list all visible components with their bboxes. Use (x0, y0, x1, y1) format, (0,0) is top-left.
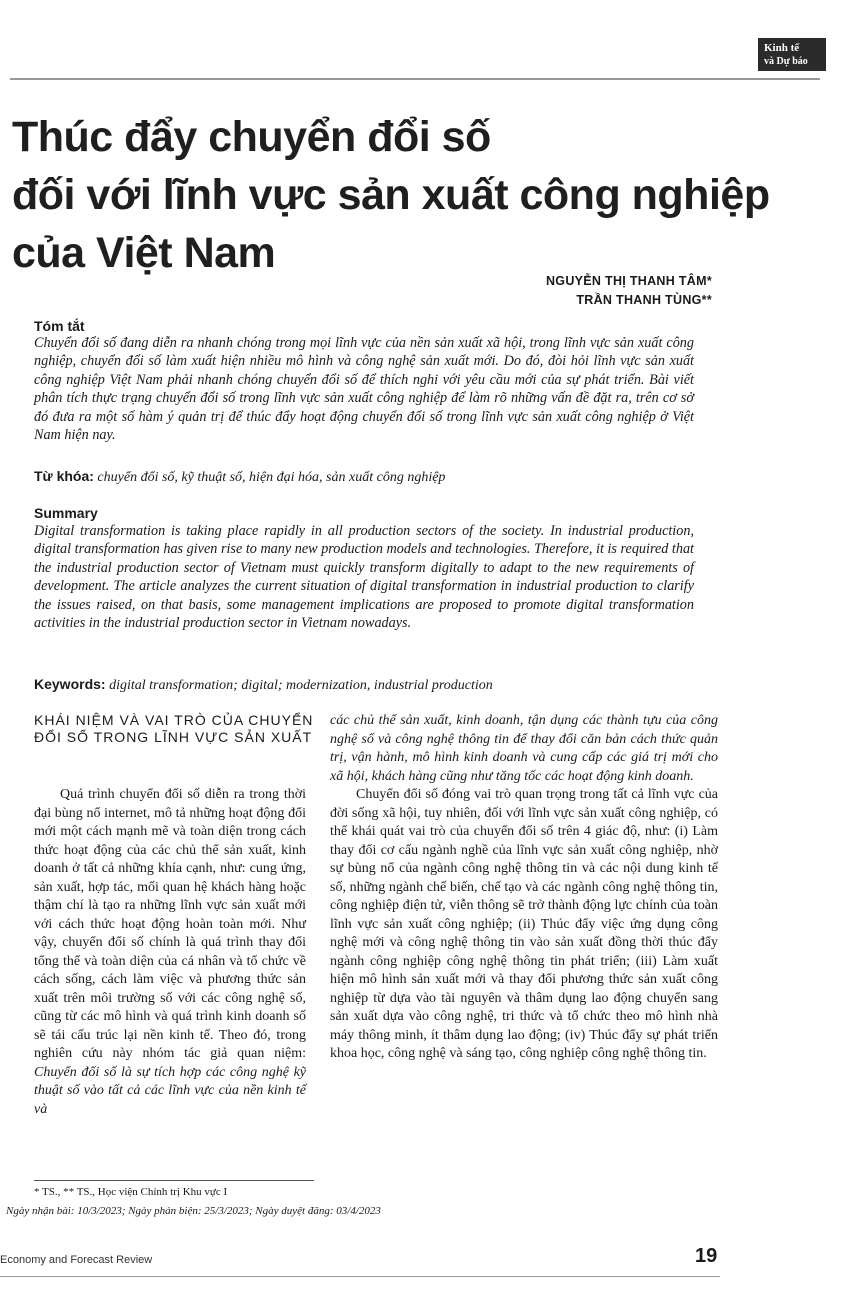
left-column (34, 786, 306, 1119)
title-line-3: của Việt Nam (12, 229, 276, 277)
keywords-en-label: Keywords: (34, 676, 106, 692)
author-1: NGUYỄN THỊ THANH TÂM* (545, 274, 712, 288)
title-line-1: Thúc đẩy chuyển đổi số (12, 113, 491, 161)
journal-name: Economy and Forecast Review (0, 1254, 153, 1266)
keywords-en (34, 676, 493, 694)
keywords-vi (34, 468, 445, 486)
abstract-vi-heading: Tóm tắt (34, 318, 85, 334)
keywords-vi-values: chuyển đổi số, kỹ thuật số, hiện đại hóa, sản xuất công nghiệp (97, 470, 446, 485)
footnote-affiliation: * TS., ** TS., Học viện Chính trị Khu vực I (34, 1186, 228, 1198)
badge-line-1: Kinh tế (764, 42, 800, 54)
title-line-2: đối với lĩnh vực sản xuất công nghiệp (12, 171, 770, 219)
footnote-rule (34, 1180, 314, 1181)
keywords-vi-label: Từ khóa: (34, 468, 94, 484)
badge-line-2: và Dự báo (764, 56, 808, 67)
author-2: TRẦN THANH TÙNG** (576, 293, 712, 307)
header-rule (10, 78, 820, 80)
page-number: 19 (695, 1245, 718, 1267)
abstract-en-heading: Summary (34, 505, 98, 521)
right-column (330, 712, 718, 1064)
right-paragraph-2: Chuyển đổi số đóng vai trò quan trọng trong tất cả lĩnh vực của đời sống xã hội, tuy nhiên, đối với lĩnh vực sản xuất công nghiệp, có thể khái quát vai trò của chuyển đổi số trên 4 giác độ, như: (i) Làm thay đổi cơ cấu ngành nghề của lĩnh vực sản xuất công nghiệp, nhờ sự bùng nổ của ngành công nghệ thông tin và các nội dung kinh tế số, những ngành chế biến, chế tạo và các ngành công nghệ thông tin, công nghiệp điện tử, viễn thông sẽ trở thành động lực chính của toàn lĩnh vực sản xuất công nghiệp; (ii) Thúc đẩy việc ứng dụng công nghệ mới và công nghệ thông tin vào sản xuất đồng thời thúc đẩy ngành công nghiệp công nghệ thông tin phát triển; (iii) Làm xuất hiện mô hình sản xuất mới và thay đổi phương thức sản xuất công nghiệp từ dựa vào tài nguyên và thâm dụng lao động chuyển sang sản xuất dựa vào công nghệ, tri thức và tổ chức theo mô hình nhà máy thông minh, ít thâm dụng lao động; (iv) Thúc đẩy sự phát triển khoa học, công nghệ và sáng tạo, công nghiệp công nghệ thông tin. (330, 787, 718, 1061)
journal-badge (758, 38, 826, 71)
abstract-en-text: Digital transformation is taking place rapidly in all production sectors of the society. In industrial production, digital transformation has given rise to many new production models and technologies. Therefore, it is required that the industrial production sector of Vietnam must quickly transform digitally to adapt to the new requirements of development. The article analyzes the current situation of digital transformation in industrial production to clarify the issues raised, on that basis, some management implications are proposed to promote digital transformation activities in the industrial production sector in Vietnam nowadays. (34, 523, 694, 632)
right-paragraph-italic: các chủ thể sản xuất, kinh doanh, tận dụng các thành tựu của công nghệ số và công nghệ thông tin để thay đổi căn bản cách thức quản trị, vận hành, mô hình kinh doanh và cung cấp các giá trị mới cho xã hội, khách hàng cũng như tăng tốc các hoạt động kinh doanh. (330, 713, 718, 784)
left-paragraph (34, 786, 306, 1119)
section-heading: KHÁI NIỆM VÀ VAI TRÒ CỦA CHUYỂN ĐỔI SỐ TRONG LĨNH VỰC SẢN XUẤT (34, 712, 314, 745)
footer-rule (0, 1276, 720, 1277)
footnote-dates: Ngày nhận bài: 10/3/2023; Ngày phản biện: 25/3/2023; Ngày duyệt đăng: 03/4/2023 (6, 1205, 381, 1217)
article-title (12, 108, 772, 282)
keywords-en-values: digital transformation; digital; modernization, industrial production (109, 678, 493, 693)
abstract-vi-text: Chuyển đổi số đang diễn ra nhanh chóng trong mọi lĩnh vực của nền sản xuất xã hội, trong lĩnh vực sản xuất công nghiệp, chuyển đổi số làm xuất hiện nhiều mô hình và công nghệ sản xuất mới. Do đó, đòi hỏi lĩnh vực sản xuất công nghiệp Việt Nam phải nhanh chóng chuyển đổi số để thích nghi với yêu cầu mới của sự phát triển. Bài viết phân tích thực trạng chuyển đổi số trong lĩnh vực sản xuất công nghiệp để làm rõ những vấn đề đặt ra, trên cơ sở đó đưa ra một số hàm ý quản trị để thúc đẩy hoạt động chuyển đổi số trong lĩnh vực sản xuất công nghiệp ở Việt Nam hiện nay. (34, 335, 694, 444)
author-list (546, 272, 712, 310)
left-paragraph-italic: Chuyển đổi số là sự tích hợp các công nghệ kỹ thuật số vào tất cả các lĩnh vực của nền kinh tế và (34, 1064, 306, 1117)
left-paragraph-text: Quá trình chuyển đổi số diễn ra trong thời đại bùng nổ internet, mô tả những hoạt động đổi mới một cách mạnh mẽ và toàn diện trong cách thức hoạt động của các chủ thể sản xuất, kinh doanh ở tất cả những khía cạnh, như: cung ứng, sản xuất, hợp tác, mối quan hệ khách hàng hoặc thậm chí là tạo ra những lĩnh vực sản xuất mới với cách thức hoạt động hoàn toàn mới. Như vậy, chuyển đổi số chính là quá trình thay đổi tổng thể và toàn diện của cá nhân và tổ chức về cách sống, cách làm việc và phương thức sản xuất trên môi trường số với các công nghệ số, cũng từ các mô hình và quá trình kinh doanh số sẽ tái cấu trúc lại nền kinh tế. Theo đó, trong nghiên cứu này nhóm tác giả quan niệm: (34, 787, 306, 1061)
